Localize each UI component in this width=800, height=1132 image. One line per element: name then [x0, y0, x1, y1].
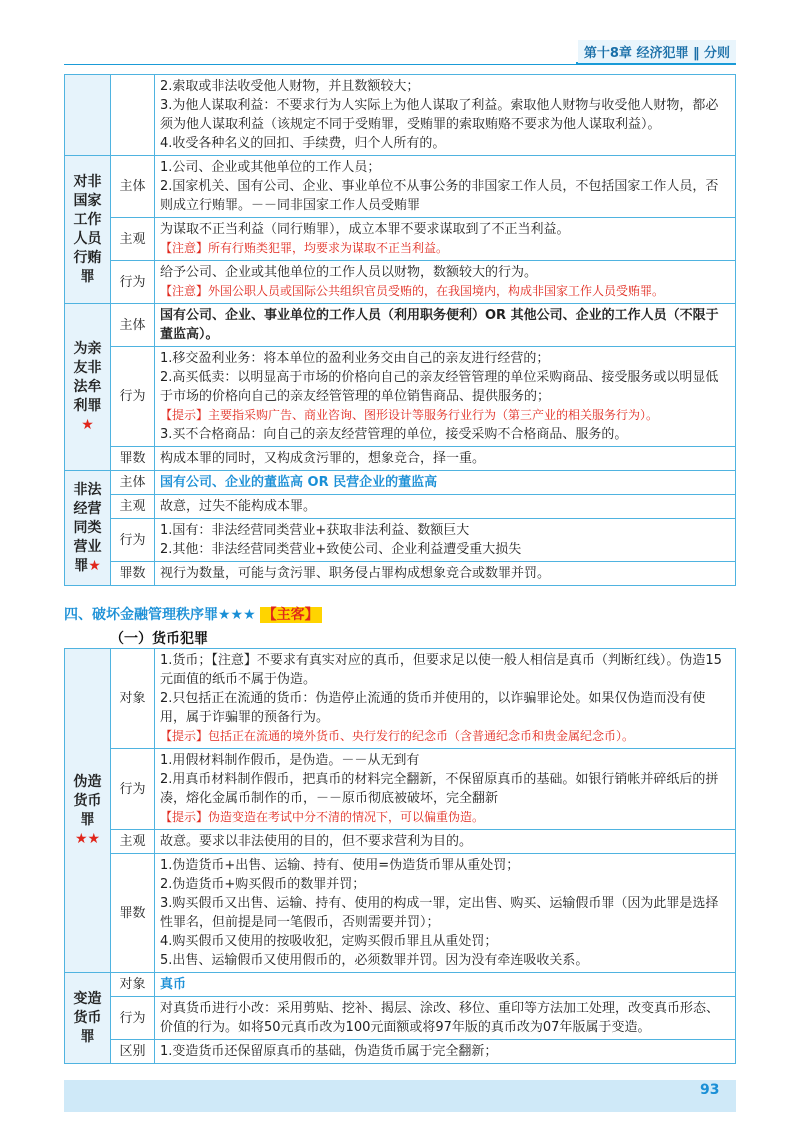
attr-label: 罪数 [111, 854, 155, 973]
content-line: 2.国家机关、国有公司、企业、事业单位不从事公务的非国家工作人员，不包括国家工作人员，否则成立行贿罪。－－同非国家工作人员受贿罪 [160, 179, 719, 213]
attr-label: 对象 [111, 973, 155, 997]
content-line: 1.货币；【注意】不要求有真实对应的真币，但要求足以使一般人相信是真币（判断红线）。伪造15元面值的纸币不属于伪造。 [160, 653, 722, 687]
crime-table-1 [64, 74, 736, 586]
note-line: 【提示】包括正在流通的境外货币、央行发行的纪念币（含普通纪念币和贵金属纪念币）。 [160, 729, 635, 743]
attr-label: 主观 [111, 495, 155, 519]
content-line: 3.买不合格商品：向自己的亲友经营管理的单位，接受采购不合格商品、服务的。 [160, 427, 628, 442]
star-icon: ★★ [74, 830, 101, 847]
content-cell [155, 304, 736, 347]
attr-label: 区别 [111, 1040, 155, 1064]
crime-name-alter: 变造货币罪 [65, 973, 111, 1064]
content-cell [155, 471, 736, 495]
content-line: 2.用真币材料制作假币，把真币的材料完全翻新，不保留原真币的基础。如银行销帐并碎纸后的拼凑，熔化金属币制作的币，－－原币彻底被破坏，完全翻新 [160, 772, 719, 806]
star-icon: ★ [81, 416, 94, 433]
content-line: 给予公司、企业或其他单位的工作人员以财物，数额较大的行为。 [160, 265, 538, 280]
content-line: 国有公司、企业的董监高 OR 民营企业的董监高 [160, 475, 438, 490]
table-row [65, 218, 736, 261]
star-icon: ★ [88, 557, 101, 574]
note-line: 【注意】外国公职人员或国际公共组织官员受贿的，在我国境内，构成非国家工作人员受贿罪。 [160, 284, 665, 298]
content-cell [155, 218, 736, 261]
crime-name-bribe: 对非国家工作人员行贿罪 [65, 156, 111, 304]
attr-label: 行为 [111, 347, 155, 447]
note-line: 【注意】所有行贿类犯罪，均要求为谋取不正当利益。 [160, 241, 449, 255]
crime-cell-empty [65, 75, 111, 156]
content-line: 3.为他人谋取利益：不要求行为人实际上为他人谋取了利益。索取他人财物与收受他人财物，都必须为他人谋取利益（该规定不同于受贿罪，受贿罪的索取贿赂不要求为他人谋取利益）。 [160, 98, 719, 132]
attr-cell-empty [111, 75, 155, 156]
attr-label: 主体 [111, 471, 155, 495]
content-line: 1.移交盈利业务：将本单位的盈利业务交由自己的亲友进行经营的； [160, 351, 550, 366]
content-cell [155, 1040, 736, 1064]
content-line: 1.用假材料制作假币，是伪造。－－从无到有 [160, 753, 420, 768]
content-cell [155, 75, 736, 156]
section-heading [64, 604, 322, 624]
content-line: 构成本罪的同时，又构成贪污罪的，想象竞合，择一重。 [160, 451, 486, 466]
content-cell [155, 347, 736, 447]
content-line: 视行为数量，可能与贪污罪、职务侵占罪构成想象竞合或数罪并罚。 [160, 566, 551, 581]
content-line: 故意。要求以非法使用的目的，但不要求营利为目的。 [160, 834, 473, 849]
attr-label: 罪数 [111, 447, 155, 471]
table-row [65, 997, 736, 1040]
content-line: 5.出售、运输假币又使用假币的，必须数罪并罚。因为没有牵连吸收关系。 [160, 953, 589, 968]
content-cell [155, 854, 736, 973]
attr-label: 主体 [111, 304, 155, 347]
chapter-title: 第十8章 经济犯罪 ‖ 分则 [578, 40, 736, 63]
content-line: 1.变造货币还保留原真币的基础，伪造货币属于完全翻新； [160, 1044, 498, 1059]
page-footer-bar [64, 1080, 736, 1112]
note-line: 【提示】伪造变造在考试中分不清的情况下，可以偏重伪造。 [160, 810, 485, 824]
header-rule [64, 64, 736, 65]
table-row [65, 75, 736, 156]
table-row [65, 495, 736, 519]
table-row [65, 471, 736, 495]
content-line: 4.购买假币又使用的按吸收犯，定购买假币罪且从重处罚； [160, 934, 498, 949]
content-cell [155, 973, 736, 997]
note-line: 【提示】主要指采购广告、商业咨询、图形设计等服务行业行为（第三产业的相关服务行为）。 [160, 408, 659, 422]
attr-label: 主观 [111, 218, 155, 261]
content-line: 对真货币进行小改：采用剪贴、挖补、揭层、涂改、移位、重印等方法加工处理，改变真币形态、价值的行为。如将50元真币改为100元面额或将97年版的真币改为07年版属于变造。 [160, 1001, 720, 1035]
content-line: 1.国有：非法经营同类营业+获取非法利益、数额巨大 [160, 523, 470, 538]
content-line: 真币 [160, 977, 187, 992]
content-line: 2.伪造货币+购买假币的数罪并罚； [160, 877, 366, 892]
content-line: 故意，过失不能构成本罪。 [160, 499, 317, 514]
crime-name-forge: 伪造货币罪 ★★ [65, 649, 111, 973]
content-line: 1.公司、企业或其他单位的工作人员； [160, 160, 381, 175]
content-line: 为谋取不正当利益（同行贿罪），成立本罪不要求谋取到了不正当利益。 [160, 222, 570, 237]
content-line: 2.索取或非法收受他人财物，并且数额较大； [160, 79, 420, 94]
page-number: 93 [700, 1082, 720, 1098]
content-cell [155, 447, 736, 471]
attr-label: 行为 [111, 519, 155, 562]
table-row [65, 1040, 736, 1064]
content-cell [155, 562, 736, 586]
attr-label: 主观 [111, 830, 155, 854]
attr-label: 行为 [111, 749, 155, 830]
content-cell [155, 519, 736, 562]
table-row [65, 562, 736, 586]
attr-label: 行为 [111, 261, 155, 304]
table-row [65, 830, 736, 854]
page-header [576, 40, 736, 64]
content-line: 4.收受各种名义的回扣、手续费，归个人所有的。 [160, 136, 446, 151]
table-row [65, 156, 736, 218]
table-row [65, 261, 736, 304]
content-line: 1.伪造货币+出售、运输、持有、使用=伪造货币罪从重处罚； [160, 858, 520, 873]
content-cell [155, 997, 736, 1040]
crime-name-business: 非法经营同类营业罪★ [65, 471, 111, 586]
crime-table-2 [64, 648, 736, 1064]
content-line: 2.其他：非法经营同类营业+致使公司、企业利益遭受重大损失 [160, 542, 522, 557]
table-row [65, 447, 736, 471]
content-cell [155, 830, 736, 854]
table-row [65, 854, 736, 973]
table-row [65, 519, 736, 562]
attr-label: 对象 [111, 649, 155, 749]
content-cell [155, 261, 736, 304]
table-row [65, 749, 736, 830]
table-row [65, 649, 736, 749]
table-row [65, 973, 736, 997]
attr-label: 罪数 [111, 562, 155, 586]
section-tag: 【主客】 [260, 607, 322, 623]
table-row [65, 347, 736, 447]
attr-label: 主体 [111, 156, 155, 218]
content-line: 国有公司、企业、事业单位的工作人员（利用职务便利）OR 其他公司、企业的工作人员（不限于董监高）。 [160, 308, 719, 342]
attr-label: 行为 [111, 997, 155, 1040]
table-row [65, 304, 736, 347]
content-line: 2.高买低卖：以明显高于市场的价格向自己的亲友经管管理的单位采购商品、接受服务或以明显低于市场的价格向自己的亲友经管管理的单位销售商品、提供服务的； [160, 370, 719, 404]
content-cell [155, 495, 736, 519]
content-line: 2.只包括正在流通的货币：伪造停止流通的货币并使用的，以诈骗罪论处。如果仅伪造而没有使用，属于诈骗罪的预备行为。 [160, 691, 706, 725]
subsection-heading: （一）货币犯罪 [110, 631, 208, 647]
content-line: 3.购买假币又出售、运输、持有、使用的构成一罪，定出售、购买、运输假币罪（因为此罪是选择性罪名，但前提是同一笔假币，否则需要并罚）； [160, 896, 719, 930]
content-cell [155, 749, 736, 830]
content-cell [155, 156, 736, 218]
section-title: 四、破坏金融管理秩序罪★★★ [64, 607, 256, 623]
crime-name-relatives: 为亲友非法牟利罪 ★ [65, 304, 111, 471]
content-cell [155, 649, 736, 749]
